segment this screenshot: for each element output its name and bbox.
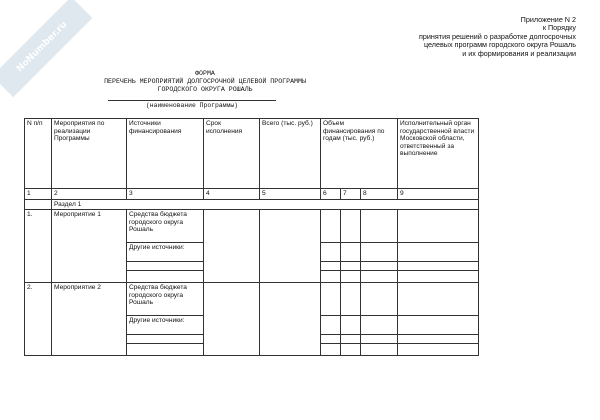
appendix-header — [419, 16, 576, 58]
col-number: 4 — [204, 189, 260, 200]
header-sources: Источники финансирования — [127, 119, 204, 189]
col-number: 2 — [52, 189, 127, 200]
activities-table — [24, 118, 479, 356]
form-title-line2: ГОРОДСКОГО ОКРУГА РОШАЛЬ — [157, 86, 253, 93]
col-number: 5 — [260, 189, 321, 200]
watermark-logo: NoNumber.ru — [0, 0, 92, 97]
row-activity: Мероприятие 1 — [52, 210, 127, 283]
header-term: Срок исполнения — [204, 119, 260, 189]
appendix-line: целевых программ городского округа Рошаль — [424, 40, 576, 50]
header-total: Всего (тыс. руб.) — [260, 119, 321, 189]
col-number: 1 — [25, 189, 52, 200]
col-number: 3 — [127, 189, 204, 200]
col-number: 6 — [321, 189, 341, 200]
program-name-line — [108, 100, 276, 109]
row-source-main: Средства бюджета городского округа Рошаль — [127, 283, 204, 316]
row-num: 2. — [25, 283, 52, 356]
col-number: 7 — [341, 189, 361, 200]
program-name-caption: (наименование Программы) — [145, 102, 239, 109]
row-activity: Мероприятие 2 — [52, 283, 127, 356]
form-heading — [60, 70, 350, 94]
col-number: 8 — [361, 189, 398, 200]
table-header-row — [25, 119, 479, 189]
header-executor: Исполнительный орган государственной власти Московской области, ответственный за выполнение — [398, 119, 479, 189]
section-row — [25, 199, 479, 210]
header-by-year: Объем финансирования по годам (тыс. руб.) — [321, 119, 398, 189]
table-row — [25, 210, 479, 243]
row-source-main: Средства бюджета городского округа Рошаль — [127, 210, 204, 243]
col-number: 9 — [398, 189, 479, 200]
row-source-other: Другие источники: — [127, 243, 204, 262]
appendix-line: к Порядку — [542, 23, 576, 33]
form-label: ФОРМА — [195, 70, 215, 77]
row-source-other: Другие источники: — [127, 316, 204, 335]
form-title: ПЕРЕЧЕНЬ МЕРОПРИЯТИЙ ДОЛГОСРОЧНОЙ ЦЕЛЕВОЙ ПРОГРАММЫ — [104, 78, 306, 85]
appendix-line: и их формирования и реализации — [462, 48, 576, 58]
table-row — [25, 283, 479, 316]
header-num: N п/п — [25, 119, 52, 189]
column-numbers-row — [25, 189, 479, 200]
section-label: Раздел 1 — [52, 199, 479, 210]
appendix-line: Приложение N 2 — [520, 15, 576, 24]
header-activities: Мероприятия по реализации Программы — [52, 119, 127, 189]
row-num: 1. — [25, 210, 52, 283]
appendix-line: принятия решений о разработке долгосрочных — [419, 31, 576, 41]
